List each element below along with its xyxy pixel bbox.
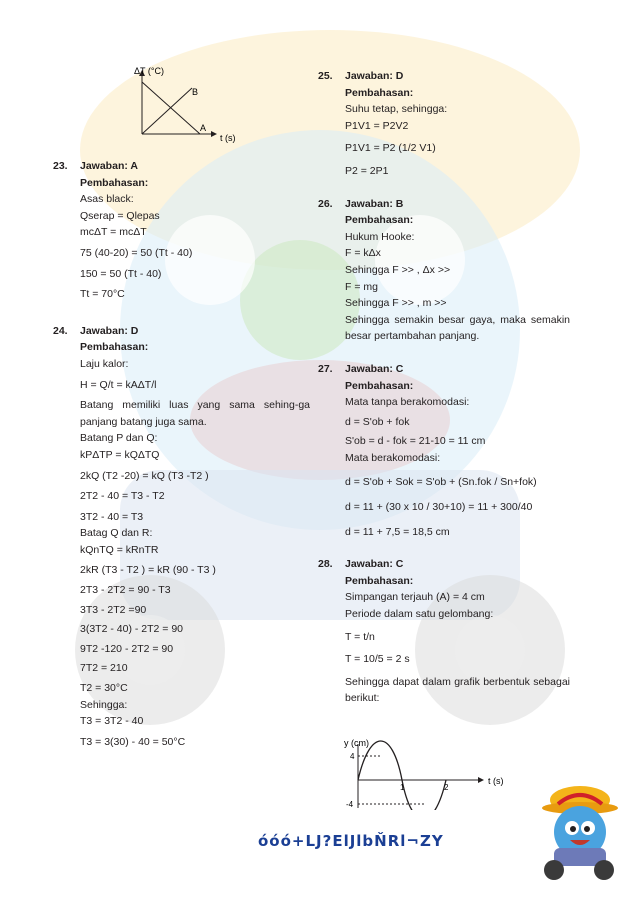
page-footer: óóó+LJ?ElJlbŇRl¬ZY: [258, 832, 444, 850]
wave-tick-x: 1: [400, 783, 405, 792]
q23-answer: Jawaban: A: [80, 160, 138, 172]
q27-line: Mata tanpa berakomodasi:: [345, 396, 470, 409]
graph-line-a: A: [200, 123, 207, 133]
q24-line: Sehingga:: [80, 698, 128, 711]
mascot-icon: [538, 782, 620, 886]
q27-line: d = 11 + (30 x 10 / 30+10) = 11 + 300/40: [345, 501, 533, 514]
q24-line: Batag Q dan R:: [80, 527, 153, 540]
q27-line: d = S'ob + fok: [345, 415, 410, 428]
q26-number: 26.: [318, 197, 333, 210]
q26-line: Sehingga F >> , m >>: [345, 297, 447, 310]
q23-line: mcΔT = mcΔT: [80, 226, 147, 239]
q28-answer: Jawaban: C: [345, 558, 404, 571]
q24-line: kPΔTP = kQΔTQ: [80, 448, 160, 461]
q28-heading: Pembahasan:: [345, 574, 414, 587]
q27-line: d = S'ob + Sok = S'ob + (Sn.fok / Sn+fok): [345, 476, 537, 489]
q26-line: Hukum Hooke:: [345, 230, 415, 243]
q24-formula: H = Q/t = kAΔT/l: [80, 378, 157, 391]
q24-line: T3 = 3(30) - 40 = 50°C: [80, 735, 186, 748]
question-28: [318, 556, 570, 707]
q27-heading: Pembahasan:: [345, 379, 414, 392]
graph-x-label: t (s): [220, 133, 236, 143]
q25-line: P1V1 = P2V2: [345, 119, 409, 132]
q25-line: P2 = 2P1: [345, 164, 389, 177]
q24-line: T3 = 3T2 - 40: [80, 715, 144, 728]
left-column: [53, 158, 310, 750]
q28-line: Sehingga dapat dalam grafik berbentuk sebagai berikut:: [345, 675, 570, 705]
q24-line: Batang P dan Q:: [80, 432, 158, 445]
q25-number: 25.: [318, 70, 333, 82]
q23-number: 23.: [53, 160, 68, 172]
question-25: [318, 68, 570, 180]
q24-line: kQnTQ = kRnTR: [80, 543, 159, 556]
q27-answer: Jawaban: C: [345, 362, 404, 375]
q26-heading: Pembahasan:: [345, 214, 414, 227]
q25-heading: Pembahasan:: [345, 86, 414, 99]
q26-line: Sehingga semakin besar gaya, maka semakin besar pertambahan panjang.: [345, 313, 570, 343]
right-column: [318, 68, 570, 707]
q24-line: 3T3 - 2T2 =90: [80, 603, 147, 616]
wave-y-label: y (cm): [344, 738, 369, 748]
question-23: [53, 158, 310, 303]
q25-answer: Jawaban: D: [345, 70, 404, 82]
wave-graph: [340, 738, 510, 810]
q26-line: F = kΔx: [345, 247, 381, 260]
q28-number: 28.: [318, 558, 333, 571]
q24-line: 2T3 - 2T2 = 90 - T3: [80, 584, 171, 597]
q24-answer: Jawaban: D: [80, 324, 139, 337]
question-26: [318, 196, 570, 345]
graph-line-b: B: [192, 87, 199, 97]
q23-heading: Pembahasan:: [80, 176, 149, 189]
q23-line: Tt = 70°C: [80, 288, 125, 301]
q24-line: 2T2 - 40 = T3 - T2: [80, 490, 165, 503]
wave-tick-x: 2: [444, 783, 449, 792]
wave-tick-y: -4: [346, 800, 354, 809]
temperature-graph: [128, 62, 268, 144]
q23-line: 75 (40-20) = 50 (Tt - 40): [80, 246, 193, 259]
q24-line: 7T2 = 210: [80, 662, 128, 675]
q27-line: Mata berakomodasi:: [345, 451, 441, 464]
q24-number: 24.: [53, 324, 68, 337]
q24-line: 9T2 -120 - 2T2 = 90: [80, 642, 174, 655]
q27-line: d = 11 + 7,5 = 18,5 cm: [345, 525, 450, 538]
q25-line: Suhu tetap, sehingga:: [345, 103, 448, 116]
wave-tick-y: 4: [350, 752, 355, 761]
question-24: [53, 323, 310, 751]
graph-y-label: ΔT (°C): [134, 66, 164, 76]
q24-line: 2kQ (T2 -20) = kQ (T3 -T2 ): [80, 469, 209, 482]
q26-line: Sehingga F >> , Δx >>: [345, 263, 451, 276]
q26-line: F = mg: [345, 280, 378, 293]
q28-line: Periode dalam satu gelombang:: [345, 608, 494, 621]
q28-line: T = 10/5 = 2 s: [345, 653, 410, 666]
q28-line: Simpangan terjauh (A) = 4 cm: [345, 591, 485, 604]
q28-line: T = t/n: [345, 630, 375, 643]
q24-line: T2 = 30°C: [80, 682, 128, 695]
q27-line: S'ob = d - fok = 21-10 = 11 cm: [345, 435, 486, 448]
q23-line: Qserap = Qlepas: [80, 209, 160, 222]
q24-line: Batang memiliki luas yang sama sehing-ga panjang batang juga sama.: [80, 399, 310, 428]
wave-x-label: t (s): [488, 776, 504, 786]
q24-line: Laju kalor:: [80, 357, 129, 370]
q26-answer: Jawaban: B: [345, 197, 404, 210]
q23-line: 150 = 50 (Tt - 40): [80, 267, 162, 280]
q24-line: 3T2 - 40 = T3: [80, 510, 144, 523]
q24-line: 2kR (T3 - T2 ) = kR (90 - T3 ): [80, 564, 216, 577]
q23-line: Asas black:: [80, 193, 134, 206]
q25-line: P1V1 = P2 (1/2 V1): [345, 142, 436, 155]
question-27: [318, 361, 570, 540]
q27-number: 27.: [318, 362, 333, 375]
q24-line: 3(3T2 - 40) - 2T2 = 90: [80, 623, 184, 636]
q24-heading: Pembahasan:: [80, 341, 149, 354]
